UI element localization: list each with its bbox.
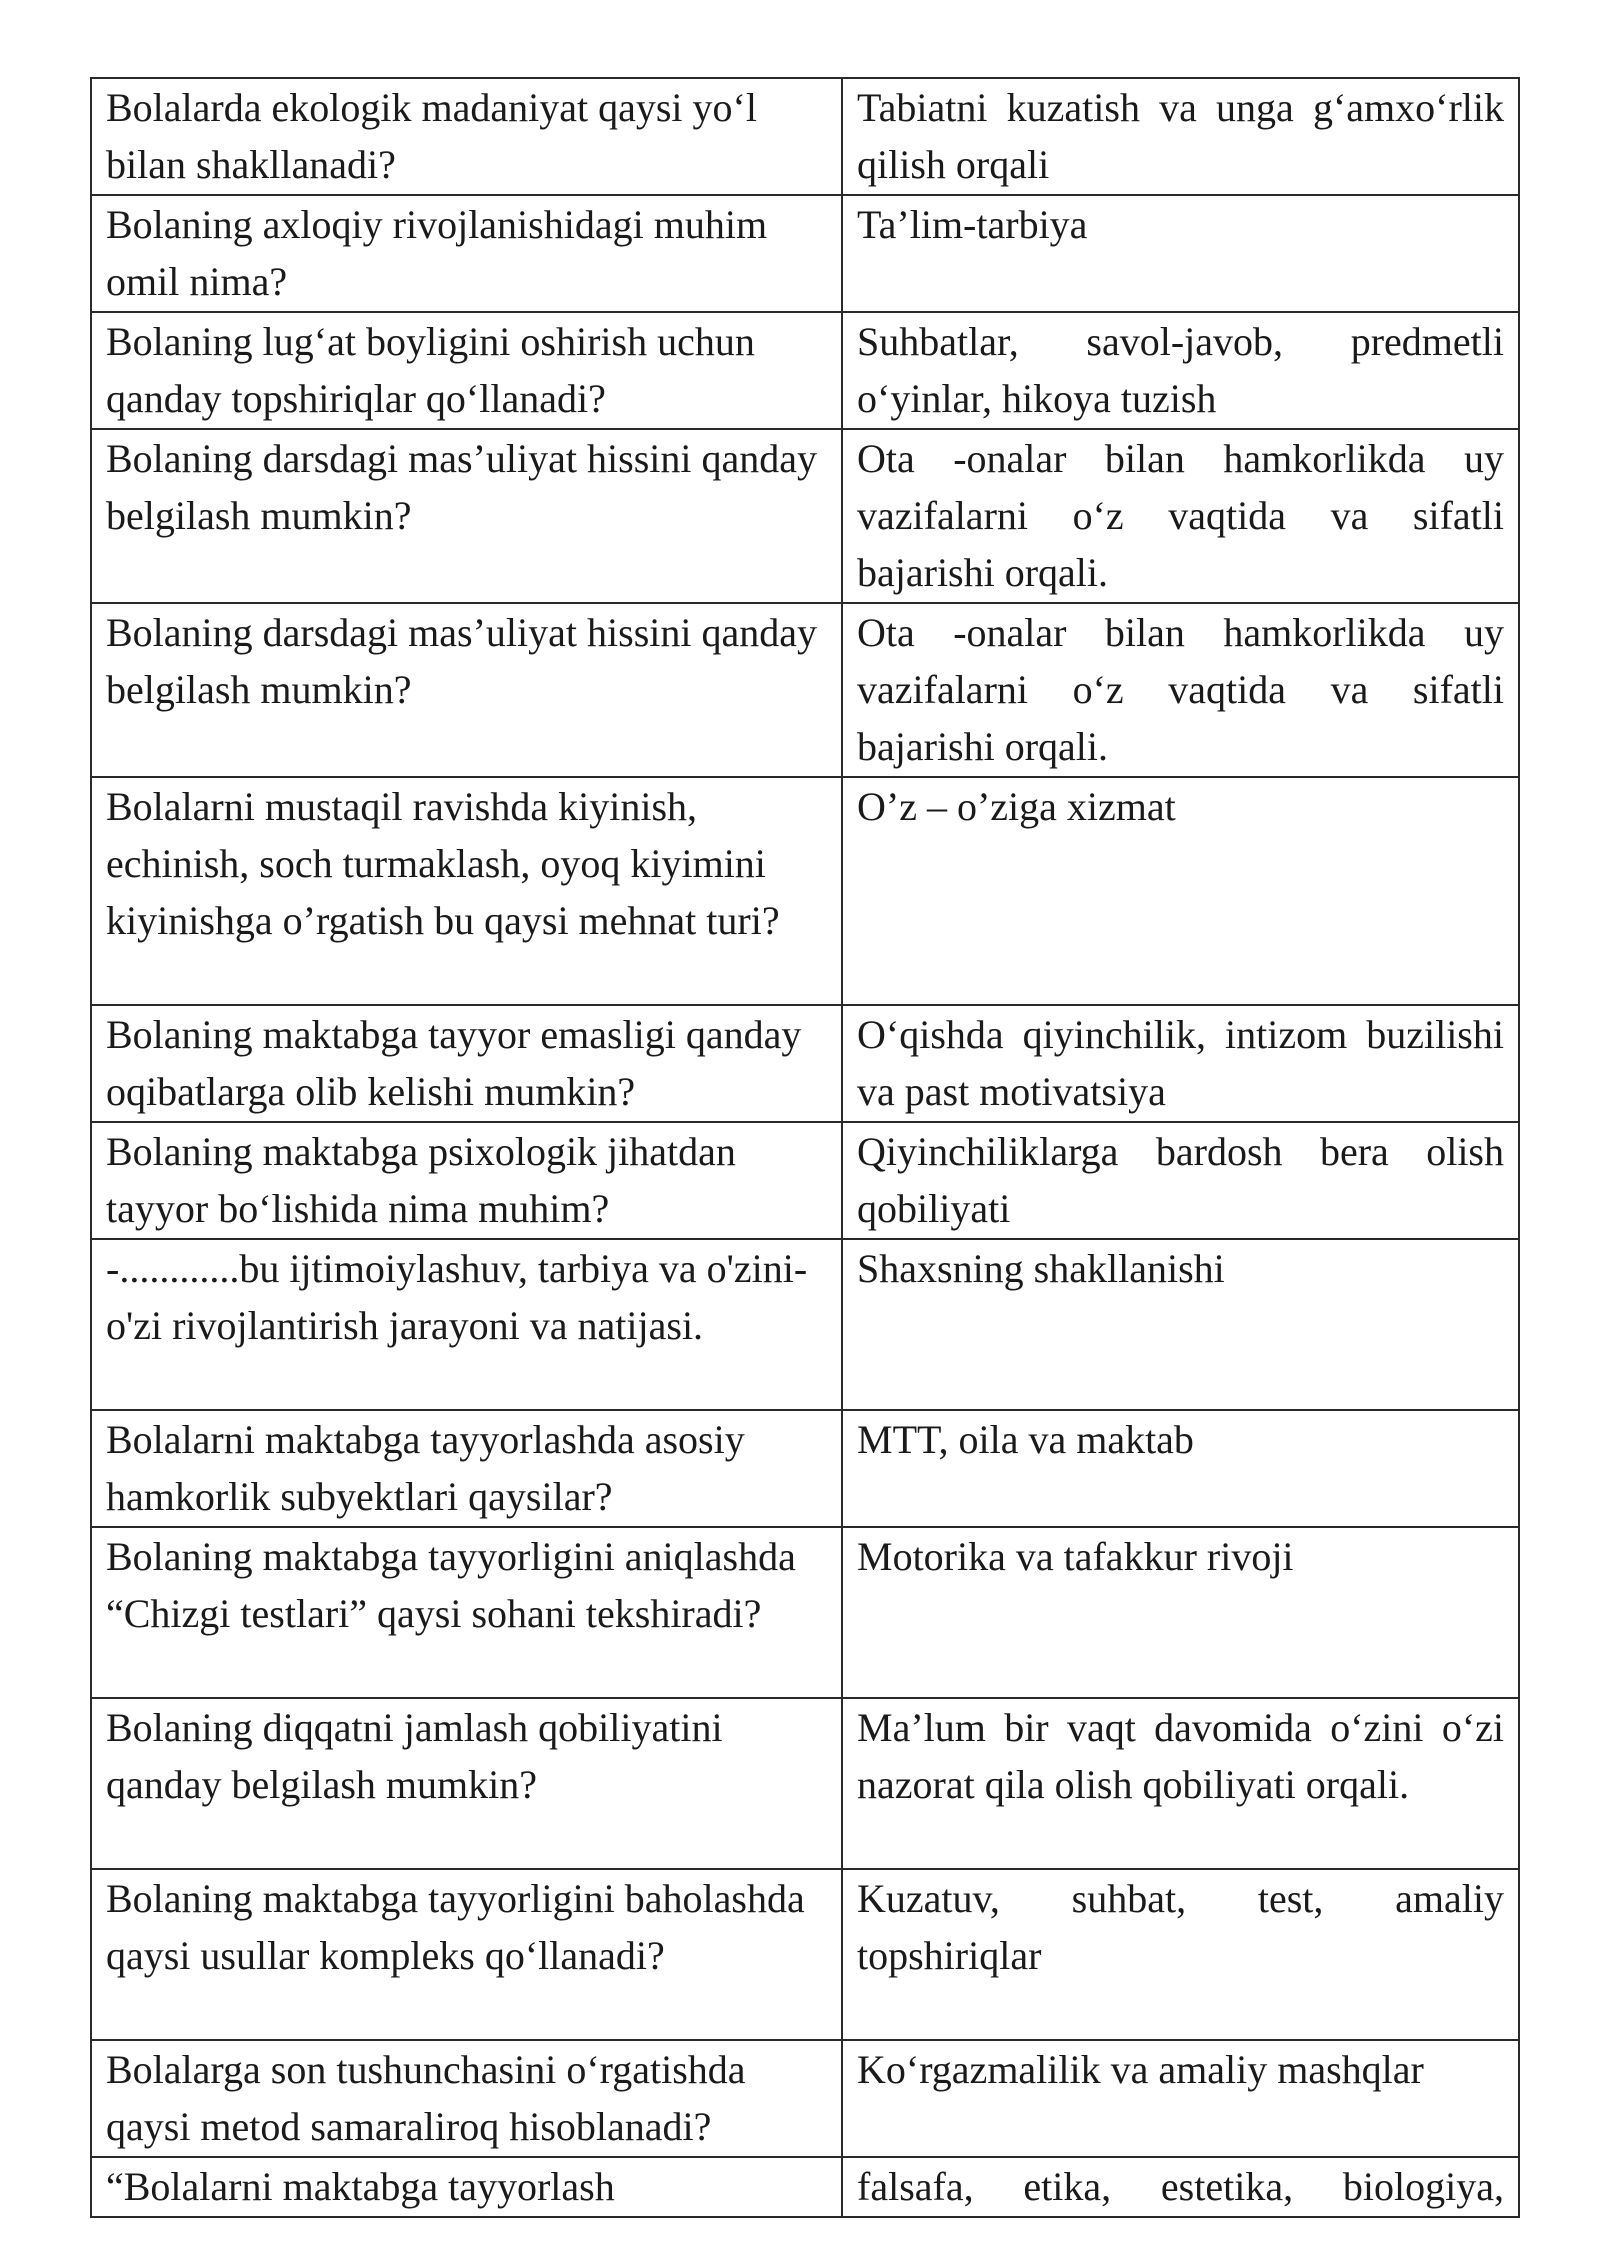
answer-cell: Ota -onalar bilan hamkorlikda uy vazifalarni o‘z vaqtida va sifatli bajarishi orqali. — [842, 603, 1519, 777]
answer-cell: Tabiatni kuzatish va unga g‘amxo‘rlik qilish orqali — [842, 78, 1519, 195]
table-row — [91, 1239, 1519, 1410]
question-cell: -............bu ijtimoiylashuv, tarbiya va o'zini-o'zi rivojlantirish jarayoni va natijasi. — [91, 1239, 842, 1410]
answer-cell: MTT, oila va maktab — [842, 1410, 1519, 1527]
question-cell: Bolaning lug‘at boyligini oshirish uchun qanday topshiriqlar qo‘llanadi? — [91, 312, 842, 429]
table-row — [91, 1122, 1519, 1239]
question-cell: Bolalarga son tushunchasini o‘rgatishda qaysi metod samaraliroq hisoblanadi? — [91, 2040, 842, 2157]
table-row — [91, 429, 1519, 603]
question-cell: Bolalarni maktabga tayyorlashda asosiy hamkorlik subyektlari qaysilar? — [91, 1410, 842, 1527]
answer-cell: O’z – o’ziga xizmat — [842, 777, 1519, 1005]
answer-cell: Kuzatuv, suhbat, test, amaliy topshiriqlar — [842, 1869, 1519, 2040]
question-cell: Bolaning maktabga tayyorligini aniqlashda “Chizgi testlari” qaysi sohani tekshiradi? — [91, 1527, 842, 1698]
table-row — [91, 78, 1519, 195]
table-row — [91, 195, 1519, 312]
answer-cell: O‘qishda qiyinchilik, intizom buzilishi va past motivatsiya — [842, 1005, 1519, 1122]
question-cell: Bolaning darsdagi mas’uliyat hissini qanday belgilash mumkin? — [91, 603, 842, 777]
question-cell: Bolaning maktabga psixologik jihatdan tayyor bo‘lishida nima muhim? — [91, 1122, 842, 1239]
table-row — [91, 1005, 1519, 1122]
answer-cell: Motorika va tafakkur rivoji — [842, 1527, 1519, 1698]
answer-cell: Ta’lim-tarbiya — [842, 195, 1519, 312]
table-row — [91, 2040, 1519, 2157]
question-cell: Bolalarda ekologik madaniyat qaysi yo‘l bilan shakllanadi? — [91, 78, 842, 195]
question-cell: Bolaning maktabga tayyorligini baholashda qaysi usullar kompleks qo‘llanadi? — [91, 1869, 842, 2040]
table-row — [91, 1527, 1519, 1698]
table-row — [91, 312, 1519, 429]
qa-table — [90, 77, 1520, 2218]
answer-cell: Ma’lum bir vaqt davomida o‘zini o‘zi nazorat qila olish qobiliyati orqali. — [842, 1698, 1519, 1869]
table-row — [91, 2157, 1519, 2217]
answer-cell: Ko‘rgazmalilik va amaliy mashqlar — [842, 2040, 1519, 2157]
answer-cell: Shaxsning shakllanishi — [842, 1239, 1519, 1410]
table-row — [91, 1410, 1519, 1527]
answer-cell: Ota -onalar bilan hamkorlikda uy vazifalarni o‘z vaqtida va sifatli bajarishi orqali. — [842, 429, 1519, 603]
question-cell: Bolaning diqqatni jamlash qobiliyatini qanday belgilash mumkin? — [91, 1698, 842, 1869]
question-cell: Bolaning maktabga tayyor emasligi qanday oqibatlarga olib kelishi mumkin? — [91, 1005, 842, 1122]
answer-cell: Suhbatlar, savol-javob, predmetli o‘yinlar, hikoya tuzish — [842, 312, 1519, 429]
table-row — [91, 777, 1519, 1005]
question-cell: “Bolalarni maktabga tayyorlash — [91, 2157, 842, 2217]
answer-cell: Qiyinchiliklarga bardosh bera olish qobiliyati — [842, 1122, 1519, 1239]
answer-cell: falsafa, etika, estetika, biologiya, — [842, 2157, 1519, 2217]
table-row — [91, 1698, 1519, 1869]
table-row — [91, 1869, 1519, 2040]
question-cell: Bolalarni mustaqil ravishda kiyinish, echinish, soch turmaklash, oyoq kiyimini kiyinishga o’rgatish bu qaysi mehnat turi? — [91, 777, 842, 1005]
table-row — [91, 603, 1519, 777]
question-cell: Bolaning darsdagi mas’uliyat hissini qanday belgilash mumkin? — [91, 429, 842, 603]
question-cell: Bolaning axloqiy rivojlanishidagi muhim omil nima? — [91, 195, 842, 312]
